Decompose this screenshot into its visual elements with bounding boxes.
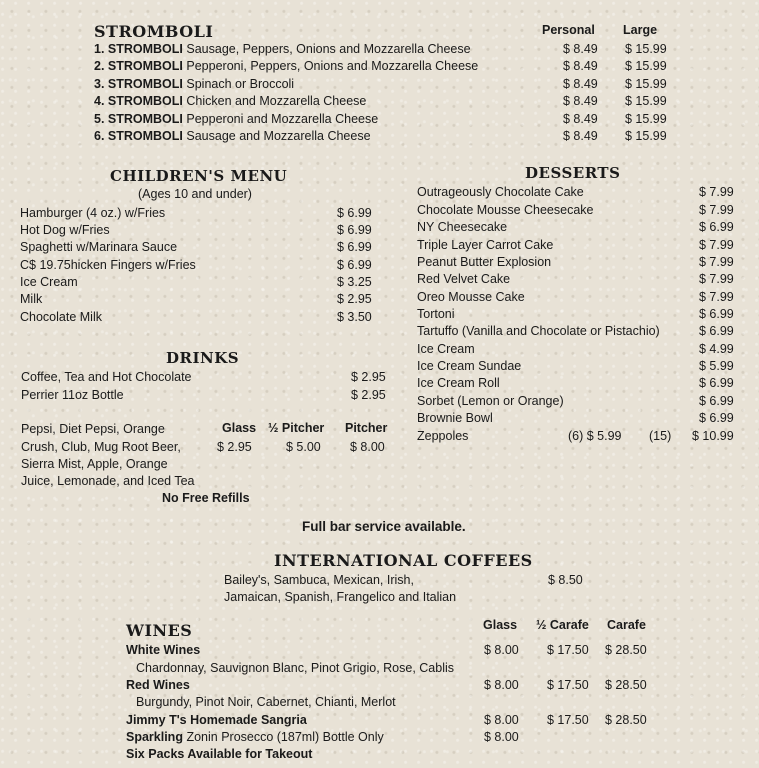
price-personal: $ 8.49 bbox=[563, 129, 598, 143]
bar-note: Full bar service available. bbox=[302, 519, 466, 534]
soda-line: Sierra Mist, Apple, Orange bbox=[21, 457, 168, 471]
drinks-col-pitcher: Pitcher bbox=[345, 421, 388, 435]
item-price: $ 2.95 bbox=[337, 292, 372, 306]
red-wines-label: Red Wines bbox=[126, 678, 190, 692]
item-price: $ 6.99 bbox=[337, 240, 372, 254]
sangria-label: Jimmy T's Homemade Sangria bbox=[126, 713, 307, 727]
children-subtitle: (Ages 10 and under) bbox=[138, 187, 252, 201]
item-price: $ 4.99 bbox=[699, 342, 734, 356]
item-price: $ 6.99 bbox=[337, 258, 372, 272]
red-carafe-price: $ 28.50 bbox=[605, 678, 647, 692]
item-price: $ 6.99 bbox=[699, 220, 734, 234]
drinks-title: DRINKS bbox=[166, 349, 240, 367]
zeppoles-small-price: (6) $ 5.99 bbox=[568, 429, 622, 443]
wines-col-glass: Glass bbox=[483, 618, 518, 632]
list-item: 6. STROMBOLI Sausage and Mozzarella Cheese bbox=[94, 129, 371, 143]
soda-pitcher-price: $ 8.00 bbox=[350, 440, 385, 454]
list-item: Sorbet (Lemon or Orange) bbox=[417, 394, 564, 408]
wines-col-carafe: Carafe bbox=[607, 618, 646, 632]
item-price: $ 7.99 bbox=[699, 290, 734, 304]
drinks-col-glass: Glass bbox=[222, 421, 257, 435]
red-half-carafe-price: $ 17.50 bbox=[547, 678, 589, 692]
list-item: Chocolate Milk bbox=[20, 310, 102, 324]
stromboli-title: STROMBOLI bbox=[94, 22, 214, 41]
soda-line: Pepsi, Diet Pepsi, Orange bbox=[21, 422, 165, 436]
item-price: $ 6.99 bbox=[337, 223, 372, 237]
list-item: Zeppoles bbox=[417, 429, 469, 443]
coffees-price: $ 8.50 bbox=[548, 573, 583, 587]
list-item: Oreo Mousse Cake bbox=[417, 290, 525, 304]
soda-line: Crush, Club, Mug Root Beer, bbox=[21, 440, 181, 454]
list-item: Outrageously Chocolate Cake bbox=[417, 185, 584, 199]
stromboli-col-personal: Personal bbox=[542, 23, 595, 37]
price-personal: $ 8.49 bbox=[563, 59, 598, 73]
list-item: Ice Cream bbox=[417, 342, 475, 356]
list-item: Hamburger (4 oz.) w/Fries bbox=[20, 206, 166, 220]
sangria-half-carafe-price: $ 17.50 bbox=[547, 713, 589, 727]
list-item: Red Velvet Cake bbox=[417, 272, 511, 286]
list-item: 2. STROMBOLI Pepperoni, Peppers, Onions and Mozzarella Cheese bbox=[94, 59, 479, 73]
list-item: Coffee, Tea and Hot Chocolate bbox=[21, 370, 192, 384]
sparkling-price: $ 8.00 bbox=[484, 730, 519, 744]
white-carafe-price: $ 28.50 bbox=[605, 643, 647, 657]
item-price: $ 2.95 bbox=[351, 388, 386, 402]
red-wines-varieties: Burgundy, Pinot Noir, Cabernet, Chianti, Merlot bbox=[136, 695, 396, 709]
list-item: Spaghetti w/Marinara Sauce bbox=[20, 240, 178, 254]
price-large: $ 15.99 bbox=[625, 77, 667, 91]
no-free-refills: No Free Refills bbox=[162, 491, 250, 505]
price-large: $ 15.99 bbox=[625, 42, 667, 56]
item-price: $ 7.99 bbox=[699, 255, 734, 269]
item-price: $ 6.99 bbox=[699, 411, 734, 425]
white-glass-price: $ 8.00 bbox=[484, 643, 519, 657]
sangria-carafe-price: $ 28.50 bbox=[605, 713, 647, 727]
list-item: C$ 19.75hicken Fingers w/Fries bbox=[20, 258, 196, 272]
list-item: NY Cheesecake bbox=[417, 220, 508, 234]
item-price: $ 7.99 bbox=[699, 203, 734, 217]
item-price: $ 7.99 bbox=[699, 238, 734, 252]
zeppoles-large-qty: (15) bbox=[649, 429, 672, 443]
wines-title: WINES bbox=[126, 621, 193, 640]
coffees-line: Bailey's, Sambuca, Mexican, Irish, bbox=[224, 573, 414, 587]
white-wines-label: White Wines bbox=[126, 643, 201, 657]
item-price: $ 6.99 bbox=[699, 376, 734, 390]
list-item: Milk bbox=[20, 292, 43, 306]
six-packs-note: Six Packs Available for Takeout bbox=[126, 747, 313, 761]
list-item: 1. STROMBOLI Sausage, Peppers, Onions and Mozzarella Cheese bbox=[94, 42, 471, 56]
item-price: $ 3.50 bbox=[337, 310, 372, 324]
price-large: $ 15.99 bbox=[625, 112, 667, 126]
item-price: $ 7.99 bbox=[699, 185, 734, 199]
list-item: Tartuffo (Vanilla and Chocolate or Pistachio) bbox=[417, 324, 660, 338]
item-price: $ 6.99 bbox=[337, 206, 372, 220]
item-price: $ 2.95 bbox=[351, 370, 386, 384]
list-item: Ice Cream bbox=[20, 275, 78, 289]
soda-glass-price: $ 2.95 bbox=[217, 440, 252, 454]
item-price: $ 5.99 bbox=[699, 359, 734, 373]
price-personal: $ 8.49 bbox=[563, 77, 598, 91]
coffees-line: Jamaican, Spanish, Frangelico and Italian bbox=[224, 590, 457, 604]
red-glass-price: $ 8.00 bbox=[484, 678, 519, 692]
list-item: Perrier 11oz Bottle bbox=[21, 388, 124, 402]
list-item: Triple Layer Carrot Cake bbox=[417, 238, 554, 252]
item-price: $ 6.99 bbox=[699, 324, 734, 338]
zeppoles-large-price: $ 10.99 bbox=[692, 429, 734, 443]
soda-half-pitcher-price: $ 5.00 bbox=[286, 440, 321, 454]
coffees-title: INTERNATIONAL COFFEES bbox=[274, 551, 533, 570]
list-item: Ice Cream Sundae bbox=[417, 359, 522, 373]
item-price: $ 3.25 bbox=[337, 275, 372, 289]
children-title: CHILDREN'S MENU bbox=[110, 167, 288, 185]
list-item: Brownie Bowl bbox=[417, 411, 493, 425]
white-half-carafe-price: $ 17.50 bbox=[547, 643, 589, 657]
list-item: Chocolate Mousse Cheesecake bbox=[417, 203, 594, 217]
desserts-title: DESSERTS bbox=[525, 164, 621, 182]
price-large: $ 15.99 bbox=[625, 129, 667, 143]
price-personal: $ 8.49 bbox=[563, 112, 598, 126]
price-large: $ 15.99 bbox=[625, 59, 667, 73]
list-item: 4. STROMBOLI Chicken and Mozzarella Cheese bbox=[94, 94, 367, 108]
sangria-glass-price: $ 8.00 bbox=[484, 713, 519, 727]
item-price: $ 6.99 bbox=[699, 394, 734, 408]
price-large: $ 15.99 bbox=[625, 94, 667, 108]
price-personal: $ 8.49 bbox=[563, 42, 598, 56]
stromboli-col-large: Large bbox=[623, 23, 658, 37]
price-personal: $ 8.49 bbox=[563, 94, 598, 108]
list-item: Tortoni bbox=[417, 307, 455, 321]
soda-line: Juice, Lemonade, and Iced Tea bbox=[21, 474, 195, 488]
list-item: Hot Dog w/Fries bbox=[20, 223, 110, 237]
wines-col-half-carafe: ½ Carafe bbox=[536, 618, 589, 632]
item-price: $ 7.99 bbox=[699, 272, 734, 286]
sparkling-row: Sparkling Zonin Prosecco (187ml) Bottle Only bbox=[126, 730, 384, 744]
white-wines-varieties: Chardonnay, Sauvignon Blanc, Pinot Grigio, Rose, Cablis bbox=[136, 661, 454, 675]
item-price: $ 6.99 bbox=[699, 307, 734, 321]
drinks-col-half-pitcher: ½ Pitcher bbox=[268, 421, 325, 435]
list-item: 3. STROMBOLI Spinach or Broccoli bbox=[94, 77, 295, 91]
list-item: Ice Cream Roll bbox=[417, 376, 500, 390]
list-item: Peanut Butter Explosion bbox=[417, 255, 552, 269]
list-item: 5. STROMBOLI Pepperoni and Mozzarella Cheese bbox=[94, 112, 379, 126]
